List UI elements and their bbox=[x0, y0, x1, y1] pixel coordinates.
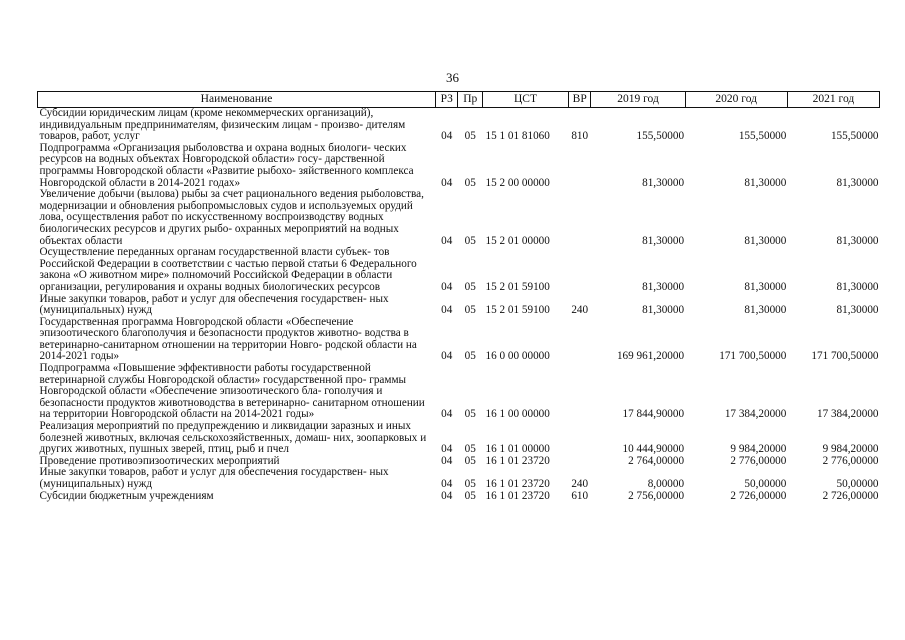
header-2020: 2020 год bbox=[685, 92, 787, 108]
row-rz: 04 bbox=[441, 304, 453, 317]
row-2020: 171 700,50000 bbox=[719, 350, 787, 363]
row-2019: 81,30000 bbox=[642, 280, 685, 293]
row-2019: 2 764,00000 bbox=[628, 454, 685, 467]
row-2020: 81,30000 bbox=[744, 234, 787, 247]
row-2021: 2 776,00000 bbox=[822, 454, 879, 467]
row-rz: 04 bbox=[441, 280, 453, 293]
row-cst: 15 2 00 00000 bbox=[485, 176, 550, 189]
row-pr: 05 bbox=[464, 280, 476, 293]
row-2019: 2 756,00000 bbox=[628, 489, 685, 502]
row-2020: 50,00000 bbox=[744, 478, 787, 490]
row-pr: 05 bbox=[464, 234, 476, 247]
row-2019: 10 444,90000 bbox=[622, 443, 685, 456]
row-2020: 2 776,00000 bbox=[730, 454, 787, 467]
row-rz: 04 bbox=[441, 176, 453, 189]
row-name: Подпрограмма «Повышение эффективности работы государственной ветеринарной службы Новгородской области» государственной про- граммы Новгородской области «Обеспечение эпизоотического бла- гополучия и безопасности продуктов животноводства в ветеринарно- санитарном отношении на территории Новгородской области на 2014-2021 годы» bbox=[39, 362, 425, 421]
row-2020: 9 984,20000 bbox=[730, 443, 787, 456]
row-name: Субсидии юридическим лицам (кроме некоммерческих организаций), индивидуальным предпринимателям, физическим лицам - произво- дителям товаров, работ, услуг bbox=[39, 107, 406, 143]
row-2019: 155,50000 bbox=[636, 130, 685, 143]
row-pr: 05 bbox=[464, 489, 476, 502]
row-2021: 81,30000 bbox=[836, 280, 879, 293]
row-name: Субсидии бюджетным учреждениям bbox=[39, 489, 214, 502]
row-2021: 17 384,20000 bbox=[816, 408, 879, 421]
row-vr bbox=[568, 247, 591, 293]
row-2021: 50,00000 bbox=[836, 478, 879, 490]
row-2021: 155,50000 bbox=[830, 130, 879, 143]
row-rz: 04 bbox=[441, 234, 453, 247]
row-2019: 17 844,90000 bbox=[622, 408, 685, 421]
row-vr: 240 bbox=[571, 478, 589, 490]
row-name: Увеличение добычи (вылова) рыбы за счет рационального ведения рыболовства, модернизации и обновления рыбопромысловых судов и используемых орудий лова, осуществления работ по искусственному воспроизводству водных биологических ресурсов и других рыбо- охранных мероприятий на водных объектах области bbox=[39, 188, 424, 247]
row-name: Иные закупки товаров, работ и услуг для обеспечения государствен- ных (муниципальных) нужд bbox=[39, 292, 389, 317]
table-row bbox=[38, 247, 880, 293]
row-2021: 81,30000 bbox=[836, 176, 879, 189]
row-rz: 04 bbox=[441, 130, 453, 143]
row-vr bbox=[568, 421, 591, 456]
table-row bbox=[38, 143, 880, 189]
row-2019: 81,30000 bbox=[642, 234, 685, 247]
header-cst: ЦСТ bbox=[483, 92, 569, 108]
row-name: Государственная программа Новгородской области «Обеспечение эпизоотического благополучия и безопасности продуктов животно- водства в ветеринарно-санитарном отношении на территории Новго- родской области на 2014-2021 годы» bbox=[39, 315, 417, 363]
row-cst: 16 0 00 00000 bbox=[485, 350, 550, 363]
row-name: Осуществление переданных органам государственной власти субъек- тов Российской Федерации в соответствии с частью первой статьи 6 Федерального закона «О животном мире» полномочий Российской Федерации в области организации, регулирования и охраны водных биологических ресурсов bbox=[39, 246, 417, 293]
row-vr bbox=[568, 456, 591, 468]
table-row bbox=[38, 317, 880, 363]
row-pr: 05 bbox=[464, 454, 476, 467]
table-row bbox=[38, 363, 880, 421]
row-2019: 8,00000 bbox=[647, 478, 685, 490]
row-pr: 05 bbox=[464, 478, 476, 490]
row-cst: 16 1 01 23720 bbox=[485, 489, 550, 502]
row-rz: 04 bbox=[441, 478, 453, 490]
row-name: Реализация мероприятий по предупреждению и ликвидации заразных и иных болезней животных, включая сельскохозяйственных, домаш- них, зоопарковых и других животных, пушных зверей, птиц, рыб и пчел bbox=[39, 420, 427, 456]
row-pr: 05 bbox=[464, 350, 476, 363]
header-vr: ВР bbox=[568, 92, 591, 108]
row-cst: 16 1 01 23720 bbox=[485, 478, 550, 490]
row-cst: 16 1 01 00000 bbox=[485, 443, 550, 456]
row-cst: 16 1 00 00000 bbox=[485, 408, 550, 421]
table-row bbox=[38, 421, 880, 456]
budget-table bbox=[37, 91, 880, 502]
row-cst: 16 1 01 23720 bbox=[485, 454, 550, 467]
table-row bbox=[38, 294, 880, 317]
row-cst: 15 2 01 59100 bbox=[485, 304, 550, 317]
row-2021: 81,30000 bbox=[836, 304, 879, 317]
header-pr: Пр bbox=[458, 92, 483, 108]
row-2020: 81,30000 bbox=[744, 280, 787, 293]
row-name: Подпрограмма «Организация рыболовства и охрана водных биологи- ческих ресурсов на водных объектах Новгородской области» госу- дарственной программы Новгородской области «Развитие рыбохо- зяйственного комплекса Новгородской области в 2014-2021 годах» bbox=[39, 141, 414, 189]
row-vr: 240 bbox=[571, 304, 589, 317]
row-rz: 04 bbox=[441, 489, 453, 502]
row-cst: 15 1 01 81060 bbox=[485, 130, 550, 143]
header-2021: 2021 год bbox=[787, 92, 879, 108]
row-2020: 155,50000 bbox=[738, 130, 787, 143]
table-row bbox=[38, 467, 880, 490]
row-pr: 05 bbox=[464, 130, 476, 143]
row-rz: 04 bbox=[441, 443, 453, 456]
row-2019: 81,30000 bbox=[642, 176, 685, 189]
page-number: 36 bbox=[446, 70, 459, 85]
header-2019: 2019 год bbox=[591, 92, 685, 108]
row-2020: 81,30000 bbox=[744, 304, 787, 317]
row-2020: 81,30000 bbox=[744, 176, 787, 189]
row-2021: 2 726,00000 bbox=[822, 489, 879, 502]
row-rz: 04 bbox=[441, 454, 453, 467]
row-pr: 05 bbox=[464, 443, 476, 456]
header-name: Наименование bbox=[38, 92, 436, 108]
row-vr: 810 bbox=[571, 130, 589, 143]
row-vr bbox=[568, 363, 591, 421]
row-vr: 610 bbox=[571, 489, 589, 502]
row-vr bbox=[568, 189, 591, 247]
header-rz: РЗ bbox=[435, 92, 458, 108]
row-name: Иные закупки товаров, работ и услуг для обеспечения государствен- ных (муниципальных) нужд bbox=[39, 466, 389, 490]
row-rz: 04 bbox=[441, 350, 453, 363]
row-2019: 81,30000 bbox=[642, 304, 685, 317]
row-pr: 05 bbox=[464, 176, 476, 189]
row-2021: 81,30000 bbox=[836, 234, 879, 247]
row-2020: 2 726,00000 bbox=[730, 489, 787, 502]
row-vr bbox=[568, 143, 591, 189]
table-header-row bbox=[38, 92, 880, 108]
row-vr bbox=[568, 317, 591, 363]
row-pr: 05 bbox=[464, 304, 476, 317]
row-cst: 15 2 01 59100 bbox=[485, 280, 550, 293]
row-pr: 05 bbox=[464, 408, 476, 421]
row-cst: 15 2 01 00000 bbox=[485, 234, 550, 247]
row-2019: 169 961,20000 bbox=[616, 350, 685, 363]
table-row bbox=[38, 108, 880, 143]
row-2020: 17 384,20000 bbox=[724, 408, 787, 421]
row-rz: 04 bbox=[441, 408, 453, 421]
row-name: Проведение противоэпизоотических мероприятий bbox=[39, 454, 280, 467]
row-2021: 9 984,20000 bbox=[822, 443, 879, 456]
table-row bbox=[38, 189, 880, 247]
row-2021: 171 700,50000 bbox=[811, 350, 879, 363]
table-row bbox=[38, 491, 880, 503]
